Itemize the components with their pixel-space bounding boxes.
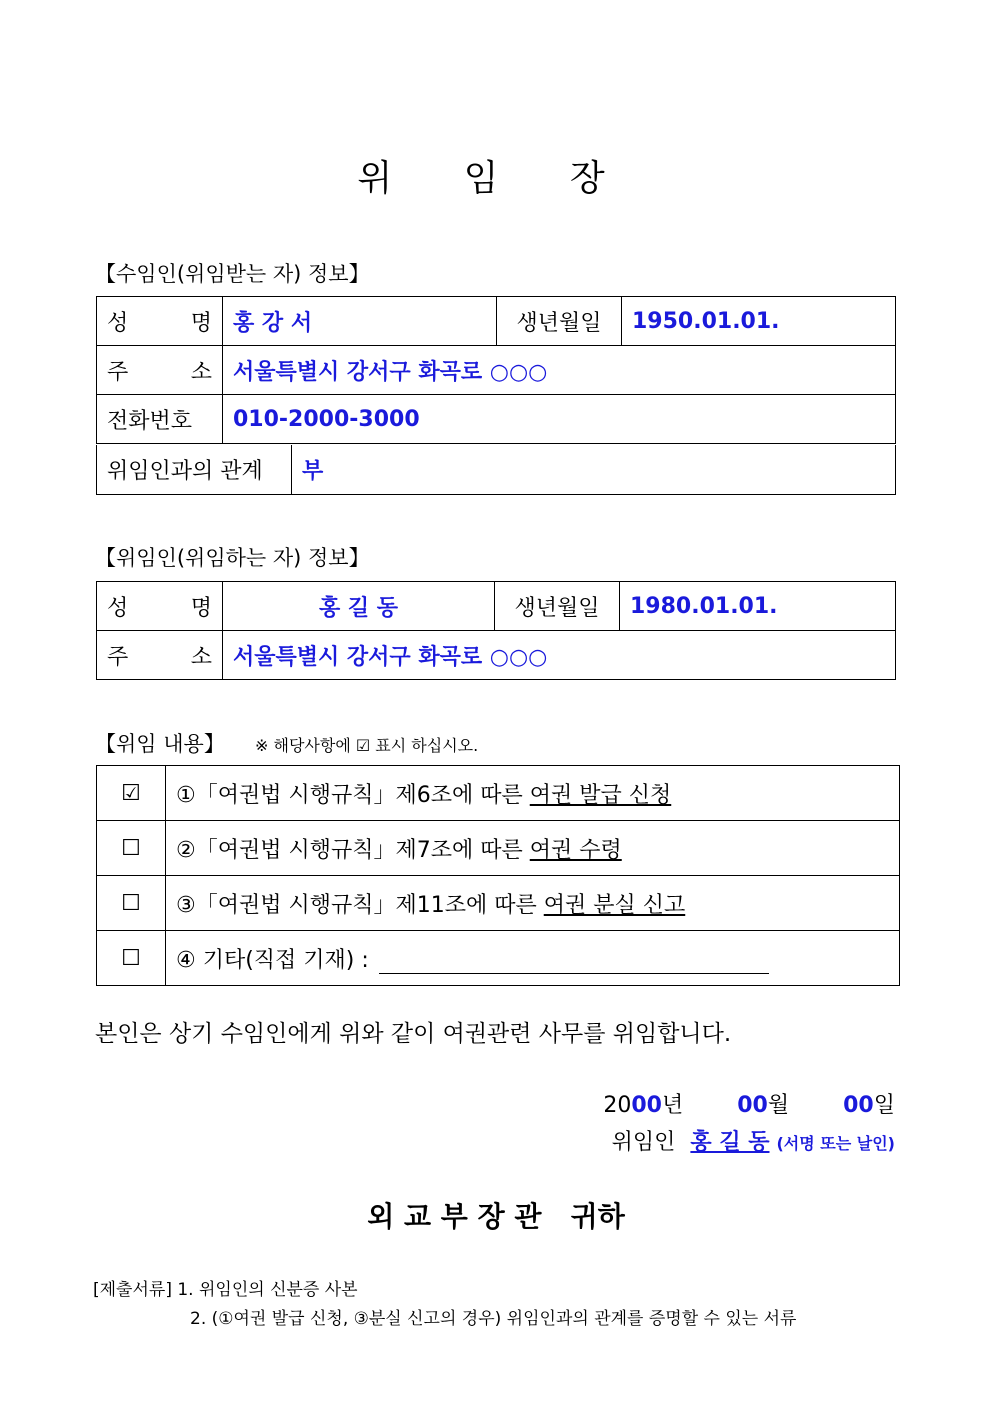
delegator-birth[interactable]: 1980.01.01. xyxy=(620,582,896,631)
check-note: ※ 해당사항에 ☑ 표시 하십시오. xyxy=(255,736,479,755)
relation-value[interactable]: 부 xyxy=(292,445,896,494)
name-label: 성 명 xyxy=(97,297,223,346)
relation-table xyxy=(96,445,896,495)
document-title: 위 임 장 xyxy=(357,158,635,199)
documents-line-1: [제출서류] 1. 위임인의 신분증 사본 xyxy=(93,1280,358,1300)
signature-line: 위임인 홍 길 동 (서명 또는 날인) xyxy=(611,1130,895,1155)
other-input-line[interactable] xyxy=(379,951,769,974)
item-4: ④ 기타(직접 기재) : xyxy=(166,931,900,986)
delegator-heading: 【위임인(위임하는 자) 정보】 xyxy=(95,546,370,570)
content-table xyxy=(96,765,900,986)
checkbox-1[interactable]: ☑ xyxy=(97,766,166,821)
birth-label: 생년월일 xyxy=(497,297,622,346)
birth-label: 생년월일 xyxy=(495,582,620,631)
date-line: 2000년 00월 00일 xyxy=(603,1093,895,1118)
delegate-address[interactable]: 서울특별시 강서구 화곡로 ○○○ xyxy=(223,346,896,395)
delegate-heading: 【수임인(위임받는 자) 정보】 xyxy=(95,262,370,286)
item-3: ③「여권법 시행규칙」제11조에 따른 여권 분실 신고 xyxy=(166,876,900,931)
checkbox-4[interactable]: ☐ xyxy=(97,931,166,986)
phone-label: 전화번호 xyxy=(97,395,223,444)
item-2: ②「여권법 시행규칙」제7조에 따른 여권 수령 xyxy=(166,821,900,876)
documents-line-2: 2. (①여권 발급 신청, ③분실 신고의 경우) 위임인과의 관계를 증명할 수 있는 서류 xyxy=(190,1309,797,1329)
delegate-birth[interactable]: 1950.01.01. xyxy=(622,297,896,346)
signature-name[interactable]: 홍 길 동 xyxy=(690,1130,770,1155)
checkbox-2[interactable]: ☐ xyxy=(97,821,166,876)
addressee: 외 교 부 장 관 귀하 xyxy=(367,1200,625,1233)
item-1: ①「여권법 시행규칙」제6조에 따른 여권 발급 신청 xyxy=(166,766,900,821)
content-heading: 【위임 내용】 xyxy=(95,732,225,756)
address-label: 주 소 xyxy=(97,631,223,680)
checkbox-3[interactable]: ☐ xyxy=(97,876,166,931)
name-label: 성 명 xyxy=(97,582,223,631)
address-label: 주 소 xyxy=(97,346,223,395)
statement: 본인은 상기 수임인에게 위와 같이 여권관련 사무를 위임합니다. xyxy=(95,1021,732,1047)
delegator-address[interactable]: 서울특별시 강서구 화곡로 ○○○ xyxy=(223,631,896,680)
delegate-name[interactable]: 홍 강 서 xyxy=(223,297,497,346)
delegator-table xyxy=(96,581,896,680)
delegate-table xyxy=(96,296,896,444)
relation-label: 위임인과의 관계 xyxy=(97,445,292,494)
delegator-name[interactable]: 홍 길 동 xyxy=(223,582,495,631)
delegate-phone[interactable]: 010-2000-3000 xyxy=(223,395,896,444)
